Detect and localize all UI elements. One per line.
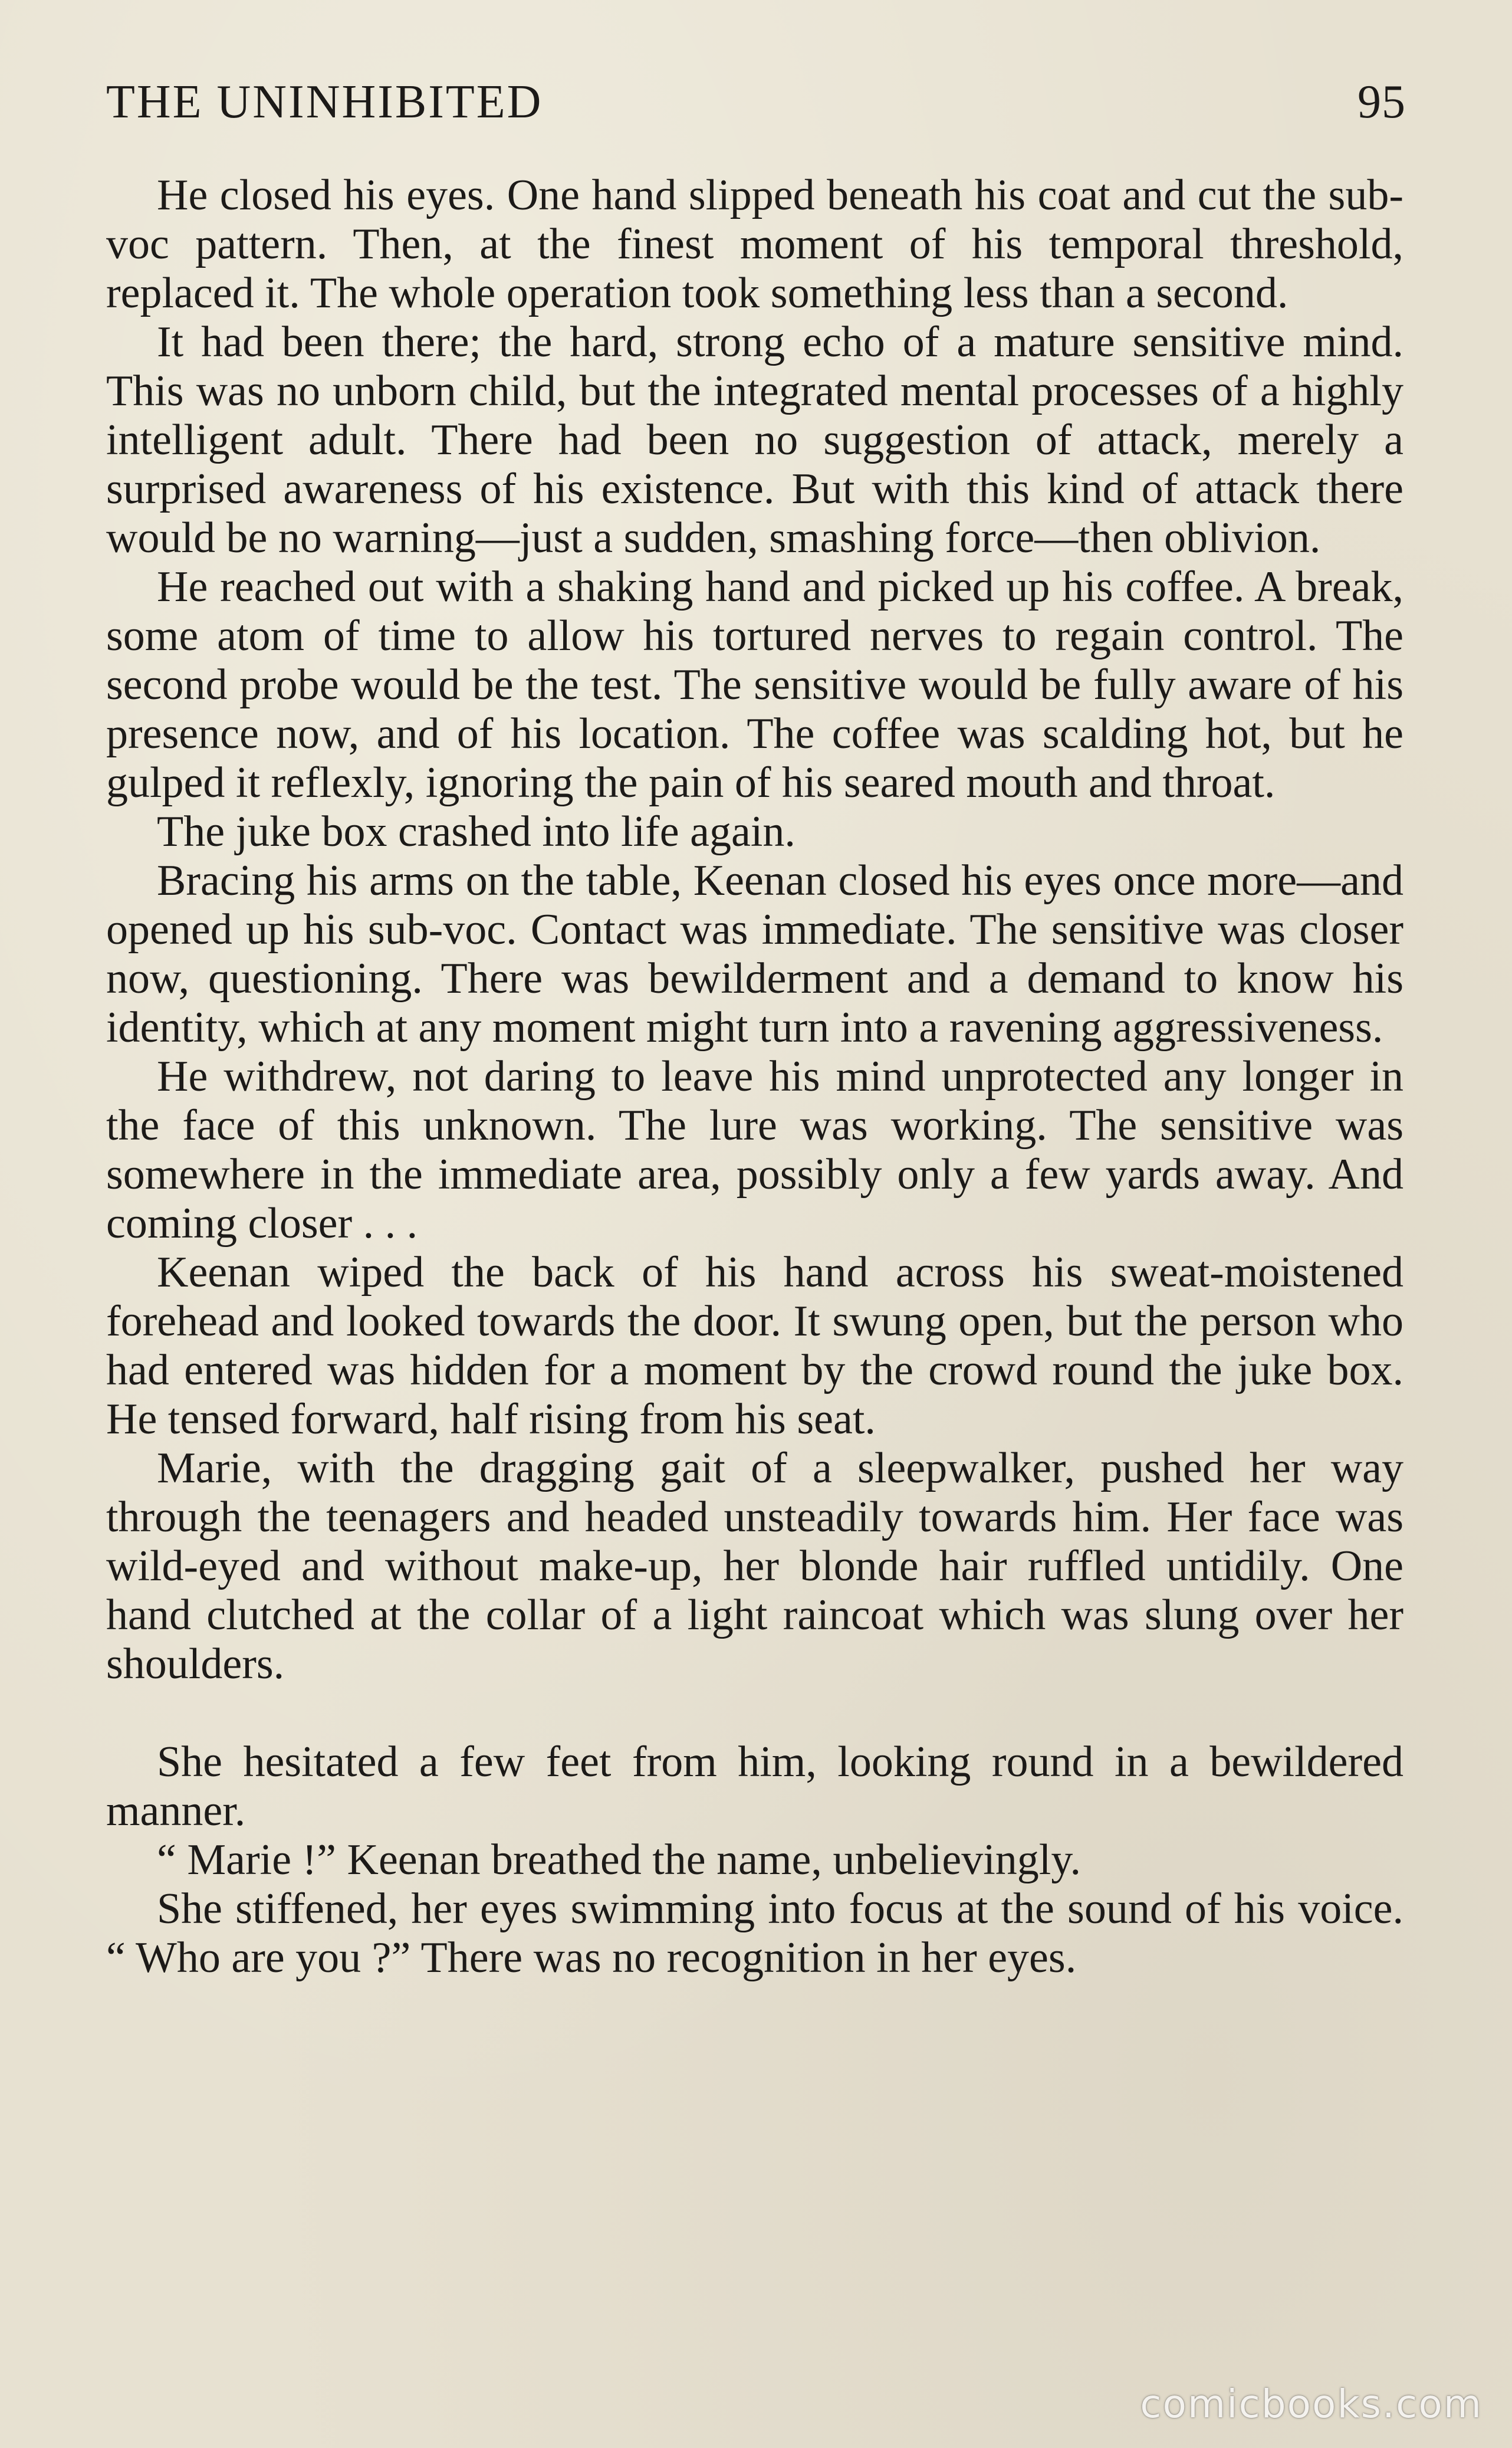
paragraph: Keenan wiped the back of his hand across his sweat-moistened forehead and looked towards the door. It swung open, but the person who had entered was hidden for a moment by the crowd round the juke box. He tensed forward, half rising from his seat.: [106, 1248, 1403, 1443]
paragraph: She hesitated a few feet from him, looking round in a bewildered manner.: [106, 1738, 1403, 1835]
paragraph: “ Marie !” Keenan breathed the name, unbelievingly.: [157, 1836, 1082, 1884]
paragraph: Marie, with the dragging gait of a sleepwalker, pushed her way through the teenagers and headed unsteadily towards him. Her face was wild-eyed and without make-up, her blonde hair ruffled untidily. One hand clutched at the collar of a light raincoat which was slung over her shoulders.: [106, 1444, 1403, 1688]
paragraph: Bracing his arms on the table, Keenan closed his eyes once more—and opened up his sub-voc. Contact was immediate. The sensitive was closer now, questioning. There was bewilderment and a demand to know his identity, which at any moment might turn into a ravening aggressiveness.: [106, 857, 1403, 1052]
paragraph: He reached out with a shaking hand and picked up his coffee. A break, some atom of time to allow his tortured nerves to regain control. The second probe would be the test. The sensitive would be fully aware of his presence now, and of his location. The coffee was scalding hot, but he gulped it reflexly, ignoring the pain of his seared mouth and throat.: [106, 563, 1403, 807]
paragraph: She stiffened, her eyes swimming into focus at the sound of his voice. “ Who are you ?” There was no recognition in her eyes.: [106, 1885, 1403, 1982]
page-number: 95: [1357, 76, 1406, 128]
site-watermark: comicbooks.com: [1140, 2381, 1483, 2427]
body-text: [106, 171, 1403, 1983]
running-title: THE UNINHIBITED: [106, 76, 543, 128]
paragraph: It had been there; the hard, strong echo of a mature sensitive mind. This was no unborn child, but the integrated mental processes of a highly intelligent adult. There had been no suggestion of attack, merely a surprised awareness of his existence. But with this kind of attack there would be no warning—just a sudden, smashing force—then oblivion.: [106, 318, 1403, 562]
paragraph: He withdrew, not daring to leave his mind unprotected any longer in the face of this unknown. The lure was working. The sensitive was somewhere in the immediate area, possibly only a few yards away. And coming closer . . .: [106, 1052, 1403, 1248]
paragraph: He closed his eyes. One hand slipped beneath his coat and cut the sub-voc pattern. Then, at the finest moment of his temporal threshold, replaced it. The whole operation took something less than a second.: [106, 171, 1403, 317]
page-header: [106, 76, 1406, 134]
paragraph: The juke box crashed into life again.: [157, 808, 796, 856]
